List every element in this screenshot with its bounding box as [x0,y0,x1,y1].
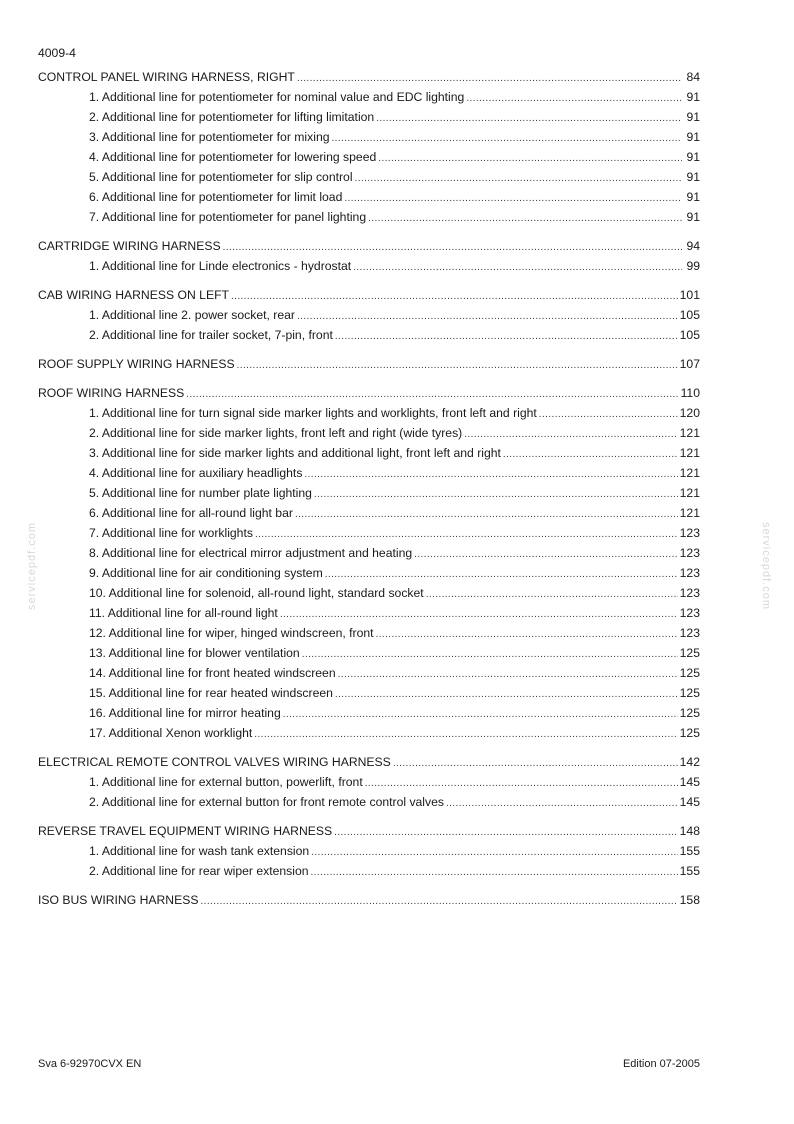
table-of-contents [38,67,700,919]
entry-title: 6. Additional line for potentiometer for limit load [89,190,343,204]
toc-subentry[interactable] [38,207,700,227]
toc-heading[interactable] [38,67,700,87]
dot-leader [368,209,682,229]
footer-edition: Edition 07-2005 [622,1058,700,1070]
toc-subentry[interactable] [38,443,700,463]
entry-title: CAB WIRING HARNESS ON LEFT [38,288,229,302]
toc-heading[interactable] [38,354,700,374]
entry-page-number: 123 [679,586,700,600]
dot-leader [255,525,678,545]
toc-subentry[interactable] [38,623,700,643]
toc-subentry[interactable] [38,583,700,603]
entry-title: 7. Additional line for potentiometer for panel lighting [89,210,367,224]
entry-page-number: 121 [679,446,700,460]
toc-subentry[interactable] [38,187,700,207]
entry-title: 13. Additional line for blower ventilation [89,646,300,660]
entry-page-number: 125 [679,706,700,720]
toc-subentry[interactable] [38,503,700,523]
dot-leader [314,485,678,505]
dot-leader [393,754,678,774]
dot-leader [353,258,682,278]
toc-heading[interactable] [38,821,700,841]
dot-leader [376,625,678,645]
toc-subentry[interactable] [38,543,700,563]
toc-subentry[interactable] [38,305,700,325]
entry-page-number: 91 [686,90,700,104]
toc-section [38,752,700,812]
entry-page-number: 105 [679,308,700,322]
toc-subentry[interactable] [38,87,700,107]
entry-title: ROOF WIRING HARNESS [38,386,185,400]
entry-page-number: 121 [679,426,700,440]
toc-subentry[interactable] [38,523,700,543]
entry-page-number: 125 [679,646,700,660]
dot-leader [302,645,678,665]
toc-subentry[interactable] [38,772,700,792]
toc-subentry[interactable] [38,683,700,703]
dot-leader [231,287,678,307]
entry-page-number: 121 [679,466,700,480]
dot-leader [295,505,678,525]
toc-heading[interactable] [38,752,700,772]
entry-page-number: 110 [680,386,700,400]
entry-title: ISO BUS WIRING HARNESS [38,893,199,907]
dot-leader [280,605,678,625]
entry-title: 1. Additional line for turn signal side marker lights and worklights, front left and right [89,406,537,420]
entry-title: 12. Additional line for wiper, hinged windscreen, front [89,626,374,640]
page-code: 4009-4 [38,46,76,60]
dot-leader [414,545,678,565]
entry-page-number: 155 [679,864,700,878]
toc-subentry[interactable] [38,107,700,127]
dot-leader [334,823,678,843]
toc-subentry[interactable] [38,423,700,443]
dot-leader [201,892,678,912]
entry-title: 6. Additional line for all-round light bar [89,506,293,520]
entry-title: 1. Additional line for Linde electronics - hydrostat [89,259,352,273]
toc-subentry[interactable] [38,723,700,743]
entry-title: 17. Additional Xenon worklight [89,726,253,740]
toc-subentry[interactable] [38,663,700,683]
entry-page-number: 123 [679,566,700,580]
entry-title: 5. Additional line for potentiometer for slip control [89,170,353,184]
entry-title: ELECTRICAL REMOTE CONTROL VALVES WIRING HARNESS [38,755,391,769]
entry-page-number: 142 [679,755,700,769]
dot-leader [376,109,682,129]
entry-title: 11. Additional line for all-round light [89,606,278,620]
entry-title: 1. Additional line for external button, powerlift, front [89,775,363,789]
entry-title: 10. Additional line for solenoid, all-round light, standard socket [89,586,424,600]
dot-leader [365,774,678,794]
watermark-right: servicepdf.com [759,522,772,610]
entry-page-number: 84 [686,70,700,84]
toc-section [38,67,700,227]
entry-page-number: 101 [679,288,700,302]
toc-subentry[interactable] [38,841,700,861]
entry-title: REVERSE TRAVEL EQUIPMENT WIRING HARNESS [38,824,333,838]
dot-leader [304,465,677,485]
dot-leader [466,89,682,109]
toc-section [38,821,700,881]
dot-leader [503,445,678,465]
watermark-left: servicepdf.com [25,522,38,610]
entry-page-number: 148 [679,824,700,838]
toc-subentry[interactable] [38,643,700,663]
entry-page-number: 91 [686,110,700,124]
toc-subentry[interactable] [38,483,700,503]
toc-subentry[interactable] [38,603,700,623]
dot-leader [254,725,677,745]
entry-title: 15. Additional line for rear heated windscreen [89,686,333,700]
dot-leader [223,238,682,258]
entry-page-number: 91 [686,170,700,184]
dot-leader [338,665,678,685]
entry-title: 9. Additional line for air conditioning system [89,566,323,580]
entry-page-number: 155 [679,844,700,858]
entry-title: 1. Additional line 2. power socket, rear [89,308,295,322]
toc-section [38,236,700,276]
dot-leader [335,327,678,347]
toc-section [38,354,700,374]
toc-subentry[interactable] [38,256,700,276]
toc-subentry[interactable] [38,792,700,812]
dot-leader [311,843,677,863]
dot-leader [311,863,678,883]
dot-leader [332,129,683,149]
entry-title: 3. Additional line for side marker lights and additional light, front left and right [89,446,501,460]
dot-leader [297,307,678,327]
toc-heading[interactable] [38,236,700,256]
toc-heading[interactable] [38,383,700,403]
toc-subentry[interactable] [38,325,700,345]
entry-title: 2. Additional line for trailer socket, 7-pin, front [89,328,333,342]
entry-title: 8. Additional line for electrical mirror adjustment and heating [89,546,413,560]
entry-page-number: 125 [679,726,700,740]
dot-leader [355,169,682,189]
toc-section [38,890,700,910]
entry-page-number: 123 [679,606,700,620]
entry-title: 1. Additional line for wash tank extension [89,844,310,858]
toc-subentry[interactable] [38,147,700,167]
entry-title: 5. Additional line for number plate lighting [89,486,312,500]
dot-leader [464,425,677,445]
entry-title: 4. Additional line for auxiliary headlights [89,466,303,480]
dot-leader [325,565,678,585]
entry-page-number: 145 [679,795,700,809]
entry-page-number: 105 [679,328,700,342]
entry-page-number: 91 [686,130,700,144]
dot-leader [378,149,682,169]
entry-title: 3. Additional line for potentiometer for mixing [89,130,330,144]
entry-page-number: 91 [686,150,700,164]
toc-subentry[interactable] [38,563,700,583]
dot-leader [344,189,682,209]
toc-subentry[interactable] [38,403,700,423]
entry-page-number: 91 [686,190,700,204]
entry-page-number: 120 [679,406,700,420]
toc-heading[interactable] [38,890,700,910]
dot-leader [446,794,678,814]
toc-subentry[interactable] [38,861,700,881]
toc-heading[interactable] [38,285,700,305]
dot-leader [426,585,678,605]
entry-title: CONTROL PANEL WIRING HARNESS, RIGHT [38,70,295,84]
toc-section [38,383,700,743]
entry-page-number: 125 [679,686,700,700]
entry-title: 2. Additional line for potentiometer for lifting limitation [89,110,375,124]
entry-title: 1. Additional line for potentiometer for nominal value and EDC lighting [89,90,465,104]
entry-title: 4. Additional line for potentiometer for lowering speed [89,150,377,164]
toc-section [38,285,700,345]
footer-document-number: Sva 6-92970CVX EN [38,1058,142,1070]
toc-subentry[interactable] [38,127,700,147]
entry-page-number: 123 [679,526,700,540]
entry-page-number: 94 [686,239,700,253]
toc-subentry[interactable] [38,703,700,723]
entry-title: 16. Additional line for mirror heating [89,706,281,720]
entry-page-number: 121 [679,506,700,520]
dot-leader [297,69,682,89]
dot-leader [186,385,678,405]
entry-title: 14. Additional line for front heated windscreen [89,666,336,680]
entry-page-number: 123 [679,546,700,560]
entry-title: CARTRIDGE WIRING HARNESS [38,239,221,253]
toc-subentry[interactable] [38,167,700,187]
entry-page-number: 107 [679,357,700,371]
dot-leader [335,685,678,705]
entry-title: 7. Additional line for worklights [89,526,253,540]
entry-title: 2. Additional line for rear wiper extension [89,864,309,878]
entry-page-number: 125 [679,666,700,680]
dot-leader [539,405,678,425]
dot-leader [283,705,678,725]
entry-page-number: 121 [679,486,700,500]
entry-title: 2. Additional line for external button for front remote control valves [89,795,444,809]
entry-title: 2. Additional line for side marker lights, front left and right (wide tyres) [89,426,463,440]
entry-page-number: 145 [679,775,700,789]
entry-title: ROOF SUPPLY WIRING HARNESS [38,357,235,371]
entry-page-number: 123 [679,626,700,640]
entry-page-number: 158 [679,893,700,907]
dot-leader [237,356,678,376]
entry-page-number: 99 [686,259,700,273]
toc-subentry[interactable] [38,463,700,483]
entry-page-number: 91 [686,210,700,224]
